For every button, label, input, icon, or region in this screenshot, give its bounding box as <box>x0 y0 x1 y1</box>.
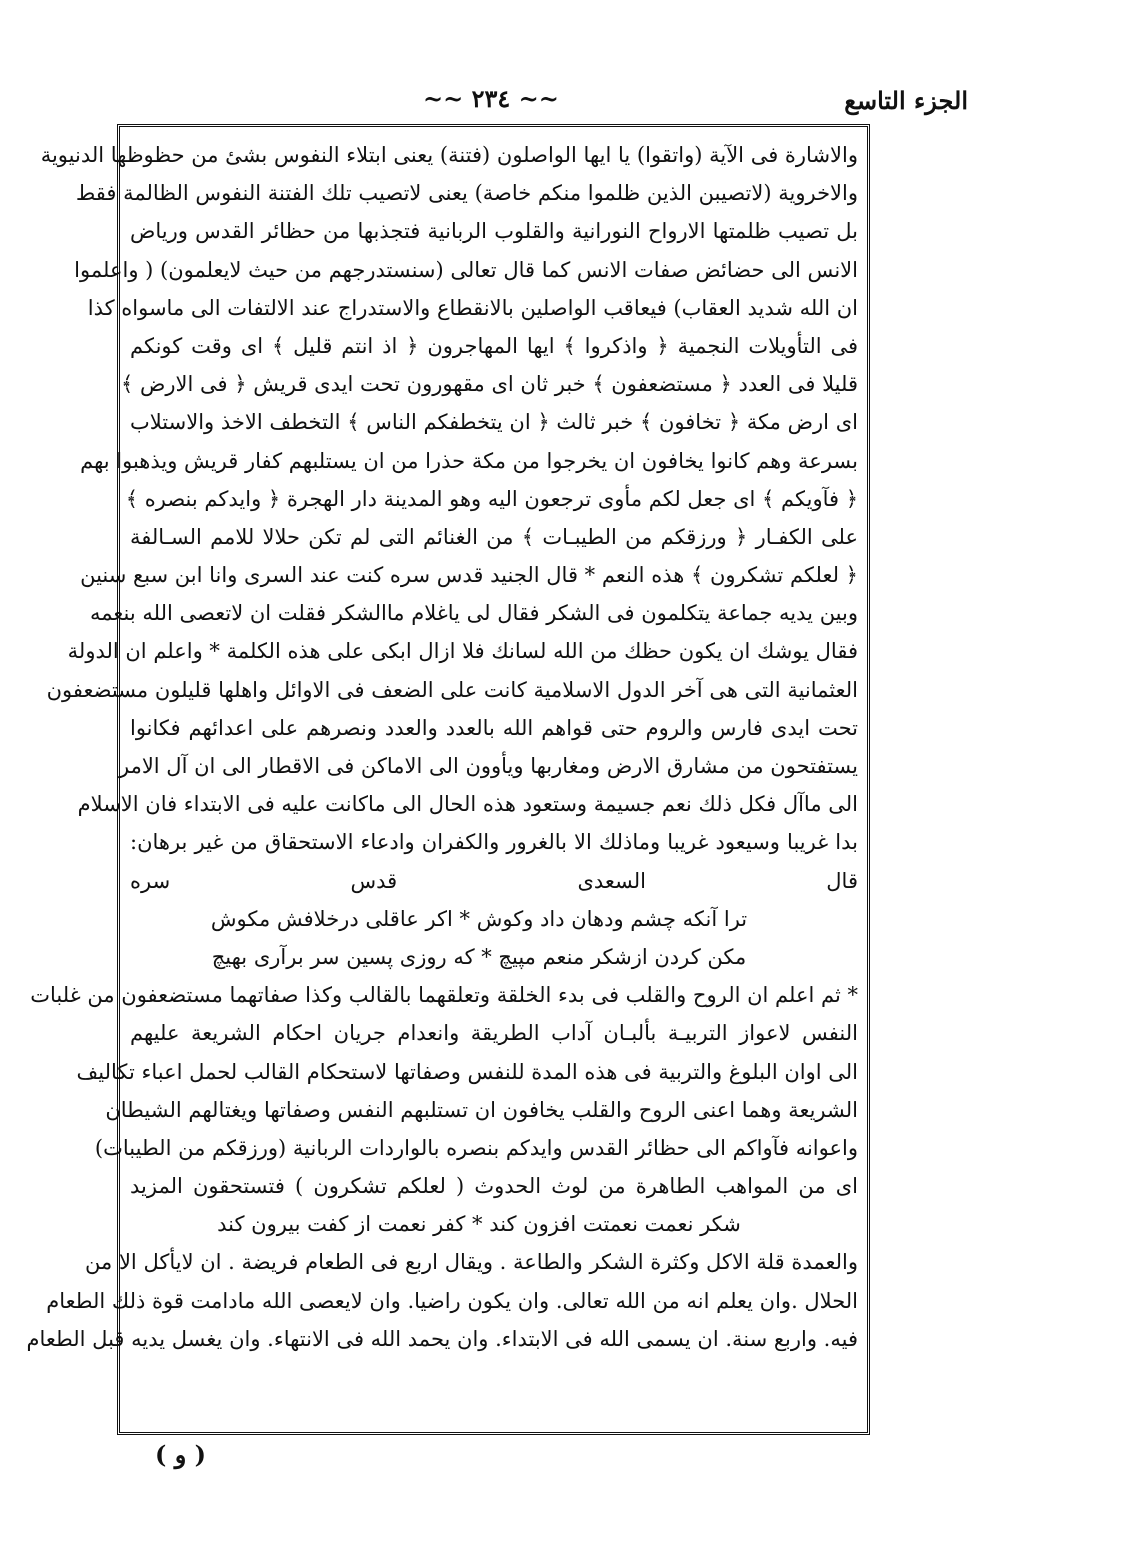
text-line: بسرعة وهم كانوا يخافون ان يخرجوا من مكة حذرا من ان يستلبهم كفار قريش ويذهبوا بهم <box>80 448 858 473</box>
text-line: بدا غريبا وسيعود غريبا وماذلك الا بالغرور والكفران وادعاء الاستحقاق من غير برهان: <box>130 830 858 855</box>
text-line: مكن كردن ازشكر منعم مپيچ * كه روزى پسين سر برآرى بهيچ <box>211 944 747 969</box>
prose-section-2 <box>30 976 858 1205</box>
text-line: وبين يديه جماعة يتكلمون فى الشكر فقال لى ياغلام ماالشكر فقلت ان لاتعصى الله بنعمه <box>90 601 858 626</box>
text-line: العثمانية التى هى آخر الدول الاسلامية كانت على الضعف فى الاوائل واهلها قليلون مستضعفون <box>46 677 858 702</box>
text-line: * ثم اعلم ان الروح والقلب فى بدء الخلقة وتعلقهما بالقالب وكذا صفاتهما مستضعفون من غلبات <box>30 983 858 1008</box>
text-line: الانس الى حضائض صفات الانس كما قال تعالى (سنستدرجهم من حيث لايعلمون) ( واعلموا <box>74 257 858 282</box>
text-line: اى ارض مكة ﴿ تخافون ﴾ خبر ثالث ﴿ ان يتخطفكم الناس ﴾ التخطف الاخذ والاستلاب <box>130 410 858 435</box>
prose-section-1 <box>40 136 858 900</box>
poem-section-1 <box>130 900 858 976</box>
text-line: ترا آنكه چشم ودهان داد وكوش * اكر عاقلى درخلافش مكوش <box>210 906 748 931</box>
text-line: والاشارة فى الآية (واتقوا) يا ايها الواصلون (فتنة) يعنى ابتلاء النفوس بشئ من حظوظها الدنيوية <box>40 143 858 167</box>
text-line: واعوانه فآواكم الى حظائر القدس وايدكم بنصره بالواردات الربانية (ورزقكم من الطيبات) <box>94 1135 858 1160</box>
main-text-block <box>26 136 858 1432</box>
text-line: تحت ايدى فارس والروم حتى قواهم الله بالعدد والعدد ونصرهم على اعدائهم فكانوا <box>130 715 858 740</box>
text-line: الى اوان البلوغ والتربية فى هذه المدة للنفس وصفاتها لاستحكام القالب لحمل اعباء تكاليف <box>76 1059 858 1084</box>
text-line: قليلا فى العدد ﴿ مستضعفون ﴾ خبر ثان اى مقهورون تحت ايدى قريش ﴿ فى الارض ﴾ <box>121 372 858 397</box>
text-line: شكر نعمت نعمتت افزون كند * كفر نعمت از كفت بيرون كند <box>217 1212 741 1237</box>
text-line: الشريعة وهما اعنى الروح والقلب يخافون ان تستلبهم النفس وصفاتها ويغتالهم الشيطان <box>105 1097 858 1122</box>
text-line: فقال يوشك ان يكون حظك من الله لسانك فلا ازال ابكى على هذه الكلمة * واعلم ان الدولة <box>67 639 858 664</box>
text-line: فيه. واربع سنة. ان يسمى الله فى الابتداء. وان يحمد الله فى الانتهاء. وان يغسل يديه قبل الطعام <box>26 1326 858 1351</box>
text-line: قال السعدى قدس سره <box>130 868 858 893</box>
running-head: الجزء التاسع <box>844 86 968 115</box>
text-line: اى من المواهب الطاهرة من لوث الحدوث ( لعلكم تشكرون ) فتستحقون المزيد <box>130 1174 858 1199</box>
text-line: ان الله شديد العقاب) فيعاقب الواصلين بالانقطاع والاستدراج عند الالتفات الى ماسواه كذا <box>87 295 858 320</box>
prose-section-3 <box>26 1243 858 1358</box>
text-line: ﴿ فآويكم ﴾ اى جعل لكم مأوى ترجعون اليه وهو المدينة دار الهجرة ﴿ وايدكم بنصره ﴾ <box>125 486 858 511</box>
text-line: النفس لاعواز التربيـة بألبـان آداب الطريقة وانعدام جريان احكام الشريعة عليهم <box>130 1021 858 1046</box>
text-line: الى ماآل فكل ذلك نعم جسيمة وستعود هذه الحال الى ماكانت عليه فى الابتداء فان الاسلام <box>77 792 858 817</box>
text-line: ﴿ لعلكم تشكرون ﴾ هذه النعم * قال الجنيد قدس سره كنت عند السرى وانا ابن سبع سنين <box>80 563 858 588</box>
text-line: والعمدة قلة الاكل وكثرة الشكر والطاعة . ويقال اربع فى الطعام فريضة . ان لايأكل الا من <box>85 1250 858 1275</box>
text-line: الحلال .وان يعلم انه من الله تعالى. وان يكون راضيا. وان لايعصى الله مادامت قوة ذلك الطعام <box>46 1288 858 1313</box>
poem-section-2 <box>130 1205 858 1243</box>
page-header <box>118 78 968 122</box>
text-line: على الكفـار ﴿ ورزقكم من الطيبـات ﴾ من الغنائم التى لم تكن حلالا للامم السـالفة <box>130 524 858 549</box>
text-line: بل تصيب ظلمتها الارواح النورانية والقلوب الربانية فتجذبها من حظائر القدس ورياض <box>130 219 858 244</box>
page-number: ~~ ٢٣٤ ~~ <box>423 84 559 113</box>
text-line: يستفتحون من مشارق الارض ومغاربها ويأوون الى الاماكن فى الاقطار الى ان آل الامر <box>118 754 858 778</box>
signature-mark: ( و ) <box>155 1440 207 1469</box>
text-line: والاخروية (لاتصيبن الذين ظلموا منكم خاصة) يعنى لاتصيب تلك الفتنة النفوس الظالمة فقط <box>75 181 858 206</box>
text-line: فى التأويلات النجمية ﴿ واذكروا ﴾ ايها المهاجرون ﴿ اذ انتم قليل ﴾ اى وقت كونكم <box>130 333 858 358</box>
